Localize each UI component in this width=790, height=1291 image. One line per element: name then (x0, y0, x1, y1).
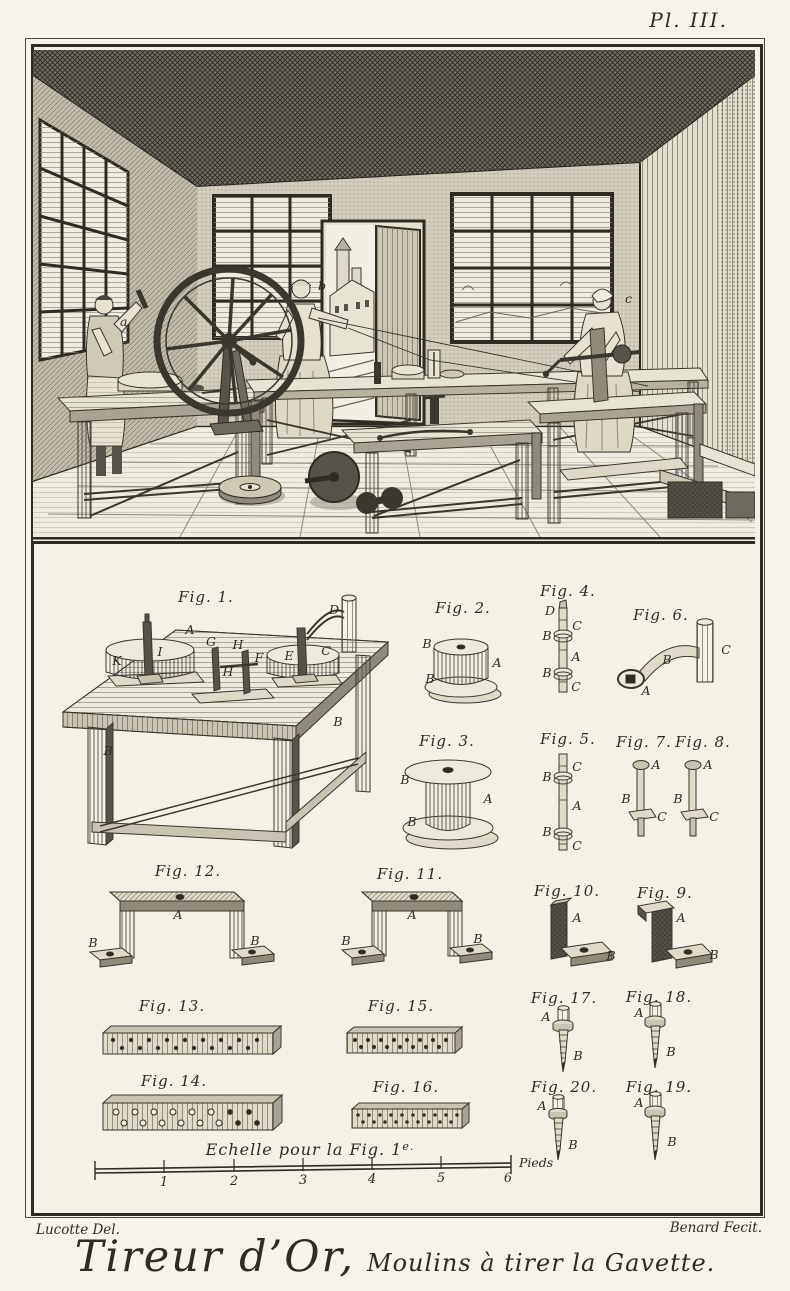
fig1-part-H2: H (222, 664, 234, 679)
fig8-part-A: A (703, 757, 713, 772)
fig18-drawing (645, 1002, 665, 1068)
scale-tick-5: 5 (436, 1171, 446, 1186)
fig18-part-B: B (666, 1044, 676, 1059)
fig20-part-B: B (568, 1137, 578, 1152)
fig19-part-B: B (667, 1134, 677, 1149)
scale-unit: Pieds (519, 1155, 554, 1170)
scale-tick-4: 4 (367, 1172, 377, 1187)
fig17-part-A: A (541, 1009, 551, 1024)
fig16-label: Fig. 16. (372, 1078, 440, 1096)
fig16-drawing (352, 1103, 469, 1128)
fig1-part-I: I (157, 644, 163, 659)
fig2-drawing (425, 639, 501, 703)
fig4-part-C2: C (571, 679, 581, 694)
fig1-part-K: K (112, 653, 122, 668)
scale-tick-6: 6 (503, 1171, 513, 1186)
fig2-part-B2: B (425, 671, 435, 686)
fig17-part-B: B (573, 1048, 583, 1063)
fig9-drawing (638, 901, 712, 968)
fig20-label: Fig. 20. (530, 1078, 598, 1096)
fig1-part-E: E (284, 648, 294, 663)
fig4-part-D: D (544, 603, 556, 618)
fig11-part-B1: B (341, 933, 351, 948)
scale-tick-3: 3 (298, 1173, 308, 1188)
fig1-label: Fig. 1. (178, 588, 234, 606)
fig11-part-B2: B (473, 931, 483, 946)
fig15-label: Fig. 15. (367, 997, 435, 1015)
worker-label-a: a (120, 314, 128, 329)
fig14-label: Fig. 14. (140, 1072, 208, 1090)
fig7-label: Fig. 7. (616, 733, 672, 751)
fig17-label: Fig. 17. (530, 989, 598, 1007)
fig12-part-B1: B (88, 935, 98, 950)
fig17-drawing (553, 1006, 573, 1072)
fig1-part-B2: B (333, 714, 343, 729)
plate-title (0, 1232, 790, 1282)
fig4-part-B1: B (542, 628, 552, 643)
fig8-label: Fig. 8. (675, 733, 731, 751)
fig20-part-A: A (537, 1098, 547, 1113)
fig2-part-B1: B (422, 636, 432, 651)
plate-title-main: Tireur d’Or, (74, 1232, 356, 1282)
fig3-part-B2: B (407, 814, 417, 829)
fig7-part-C: C (657, 809, 667, 824)
fig4-part-A: A (571, 649, 581, 664)
fig7-part-A: A (651, 757, 661, 772)
fig3-part-A: A (483, 791, 493, 806)
fig6-part-C: C (721, 642, 731, 657)
fig14-drawing (103, 1095, 282, 1130)
fig12-drawing (90, 892, 274, 967)
fig2-label: Fig. 2. (435, 599, 491, 617)
fig19-label: Fig. 19. (625, 1078, 693, 1096)
fig1-part-C: C (321, 643, 331, 658)
fig19-drawing (645, 1092, 665, 1160)
fig4-part-C1: C (572, 618, 582, 633)
plate-number: Pl. III. (649, 8, 728, 32)
fig6-part-B: B (662, 652, 672, 667)
engraver-credit: Benard Fecit. (669, 1220, 762, 1236)
fig18-part-A: A (634, 1005, 644, 1020)
fig5-part-A: A (572, 798, 582, 813)
worker-label-c: c (625, 291, 633, 306)
fig12-part-B2: B (250, 933, 260, 948)
fig6-label: Fig. 6. (633, 606, 689, 624)
designer-credit: Lucotte Del. (36, 1222, 120, 1238)
fig15-drawing (347, 1027, 462, 1053)
fig5-drawing (554, 754, 572, 850)
fig13-label: Fig. 13. (138, 997, 206, 1015)
fig5-part-B1: B (542, 769, 552, 784)
fig7-part-B: B (621, 791, 631, 806)
fig9-part-B: B (709, 947, 719, 962)
fig6-part-A: A (641, 683, 651, 698)
fig4-label: Fig. 4. (540, 582, 596, 600)
fig2-part-A: A (492, 655, 502, 670)
fig5-label: Fig. 5. (540, 730, 596, 748)
fig1-part-A: A (185, 622, 195, 637)
fig1-part-D: D (328, 602, 340, 617)
fig11-drawing (342, 892, 492, 965)
fig3-label: Fig. 3. (419, 732, 475, 750)
fig12-label: Fig. 12. (154, 862, 222, 880)
fig9-label: Fig. 9. (637, 884, 693, 902)
scale-tick-2: 2 (229, 1174, 239, 1189)
fig8-part-B: B (673, 791, 683, 806)
fig4-part-B2: B (542, 665, 552, 680)
figures-panel (33, 545, 755, 1210)
worker-label-b: b (318, 278, 327, 293)
fig18-label: Fig. 18. (625, 988, 693, 1006)
fig3-part-B1: B (400, 772, 410, 787)
fig1-part-B1: B (103, 743, 113, 758)
fig8-part-C: C (709, 809, 719, 824)
fig10-part-B: B (606, 948, 616, 963)
fig11-label: Fig. 11. (376, 865, 444, 883)
fig5-part-C1: C (572, 759, 582, 774)
scale-caption: Echelle pour la Fig. $1^{e.}$ (205, 1140, 415, 1159)
fig10-part-A: A (572, 910, 582, 925)
fig10-label: Fig. 10. (533, 882, 601, 900)
fig12-part-A: A (173, 907, 183, 922)
fig1-part-F: F (254, 650, 264, 665)
fig9-part-A: A (676, 910, 686, 925)
fig10-drawing (551, 898, 612, 966)
fig1-part-G: G (206, 634, 216, 649)
fig20-drawing (549, 1095, 567, 1160)
workshop-scene (33, 50, 755, 537)
plate-title-subtitle: Moulins à tirer la Gavette. (367, 1249, 716, 1277)
fig11-part-A: A (407, 907, 417, 922)
fig5-part-C2: C (572, 838, 582, 853)
fig4-drawing (554, 600, 572, 692)
scale-tick-1: 1 (159, 1175, 169, 1190)
fig5-part-B2: B (542, 824, 552, 839)
fig13-drawing (103, 1026, 281, 1054)
fig19-part-A: A (634, 1095, 644, 1110)
panel-divider (33, 537, 755, 544)
fig1-part-H1: H (232, 637, 244, 652)
